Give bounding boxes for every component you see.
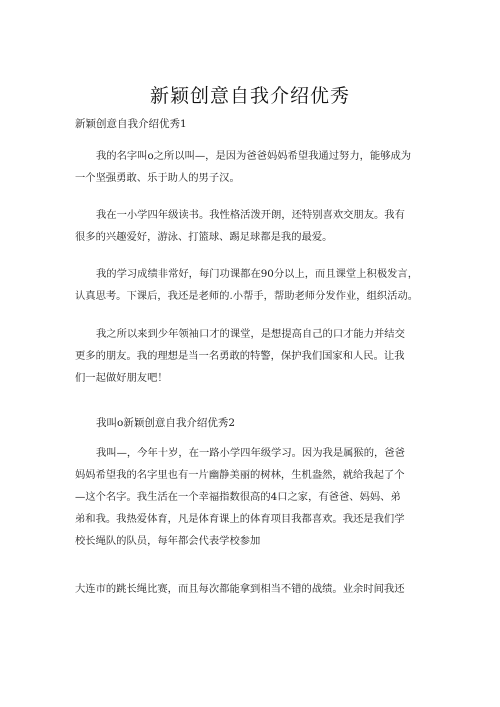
paragraph-4 xyxy=(75,327,435,385)
paragraph-line: 们一起做好朋友吧！ xyxy=(75,372,168,384)
paragraph-line: 我之所以来到少年领袖口才的课堂，是想提高自己的口才能力并结交 xyxy=(96,328,405,340)
paragraph-line: 我的名字叫o之所以叫—，是因为爸爸妈妈希望我通过努力，能够成为 xyxy=(96,150,412,162)
paragraph-line: 认真思考。下课后，我还是老师的.小帮手，帮助老师分发作业，组织活动。 xyxy=(75,290,419,302)
paragraph-line: —这个名字。我生活在一个幸福指数很高的4口之家，有爸爸、妈妈、弟 xyxy=(75,491,401,503)
paragraph-6 xyxy=(75,582,435,596)
paragraph-line: 我叫—，今年十岁，在一路小学四年级学习。因为我是属猴的，爸爸 xyxy=(96,447,405,459)
document-title: 新颖创意自我介绍优秀 xyxy=(149,85,350,107)
paragraph-3 xyxy=(75,267,435,303)
paragraph-line: 妈妈希望我的名字里也有一片幽静美丽的树林，生机盎然，就给我起了个 xyxy=(75,469,405,481)
paragraph-1 xyxy=(75,149,435,185)
paragraph-2 xyxy=(75,208,435,244)
paragraph-line: 一个坚强勇敢、乐于助人的男子汉。 xyxy=(75,172,240,184)
paragraph-line: 大连市的跳长绳比赛，而且每次都能拿到相当不错的战绩。业余时间我还 xyxy=(75,583,405,595)
paragraph-line: 很多的兴趣爱好，游泳、打篮球、踢足球都是我的最爱。 xyxy=(75,231,333,243)
paragraph-line: 校长绳队的队员，每年都会代表学校参加 xyxy=(75,535,261,547)
paragraph-line: 弟和我。我热爱体育，凡是体育课上的体育项目我都喜欢。我还是我们学 xyxy=(75,513,405,525)
section-heading-1: 新颖创意自我介绍优秀1 xyxy=(75,118,187,130)
section-heading-2: 我叫o新颖创意自我介绍优秀2 xyxy=(96,417,236,429)
paragraph-5 xyxy=(75,446,435,548)
paragraph-line: 我的学习成绩非常好，每门功课都在90分以上，而且课堂上积极发言， xyxy=(96,268,419,280)
paragraph-line: 更多的朋友。我的理想是当一名勇敢的特警，保护我们国家和人民。让我 xyxy=(75,350,405,362)
paragraph-line: 我在一小学四年级读书。我性格活泼开朗，还特别喜欢交朋友。我有 xyxy=(96,209,405,221)
